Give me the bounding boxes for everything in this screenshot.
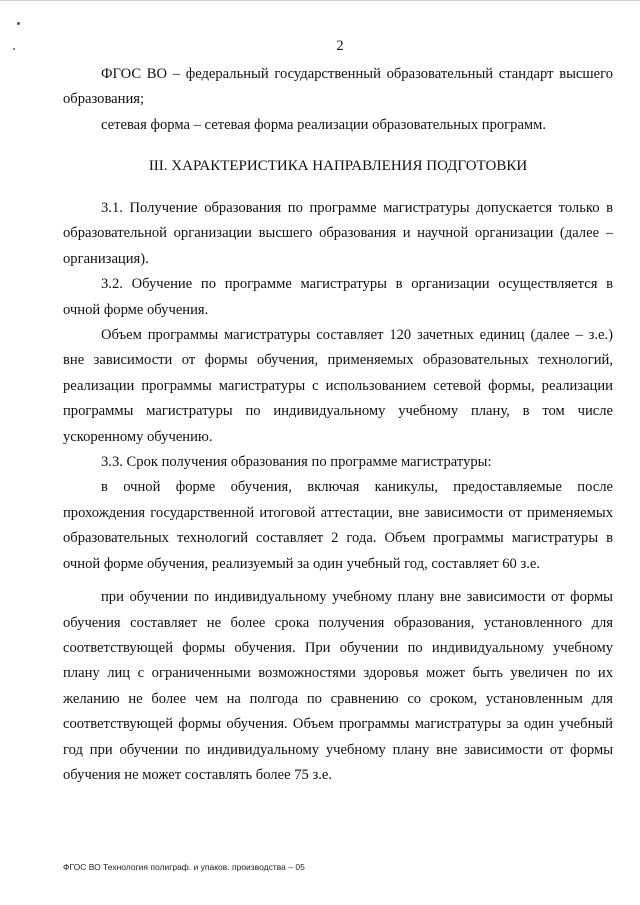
page-number: 2 — [336, 38, 344, 54]
scan-speck — [17, 22, 20, 25]
scan-edge — [0, 0, 640, 1]
section-body — [63, 196, 613, 788]
paragraph-volume: Объем программы магистратуры составляет 120 зачетных единиц (далее – з.е.) вне зависимости от формы обучения, применяемых образовательных технологий, реализации программы магистратуры с использованием сетевой формы, реализации программы магистратуры по индивидуальному учебному плану, в том числе ускоренному обучению. — [63, 327, 613, 445]
page-footer: ФГОС ВО Технология полиграф. и упаков. производства – 05 — [63, 862, 305, 872]
paragraph-3-3: 3.3. Срок получения образования по программе магистратуры: — [101, 454, 492, 471]
definitions-block — [63, 62, 613, 138]
definition-fgos: ФГОС ВО – федеральный государственный образовательный стандарт высшего образования; — [63, 66, 613, 108]
section-heading: III. ХАРАКТЕРИСТИКА НАПРАВЛЕНИЯ ПОДГОТОВКИ — [148, 158, 528, 174]
paragraph-full-time: в очной форме обучения, включая каникулы, предоставляемые после прохождения государственной итоговой аттестации, вне зависимости от применяемых образовательных технологий составляет 2 года. Объем программы магистратуры в очной форме обучения, реализуемый за один учебный год, составляет 60 з.е. — [63, 479, 613, 572]
definition-network-form: сетевая форма – сетевая форма реализации образовательных программ. — [101, 116, 547, 133]
paragraph-individual-plan: при обучении по индивидуальному учебному плану вне зависимости от формы обучения составляет не более срока получения образования, установленного для соответствующей формы обучения. При обучении по индивидуальному учебному плану лиц с ограниченными возможностями здоровья может быть увеличен по их желанию не более чем на полгода по сравнению со сроком, установленным для соответствующей формы обучения. Объем программы магистратуры за один учебный год при обучении по индивидуальному учебному плану вне зависимости от формы обучения не может составлять более 75 з.е. — [63, 589, 613, 783]
paragraph-3-2: 3.2. Обучение по программе магистратуры в организации осуществляется в очной форме обучения. — [63, 276, 613, 318]
paragraph-3-1: 3.1. Получение образования по программе магистратуры допускается только в образовательной организации высшего образования и научной организации (далее – организация). — [63, 200, 613, 267]
